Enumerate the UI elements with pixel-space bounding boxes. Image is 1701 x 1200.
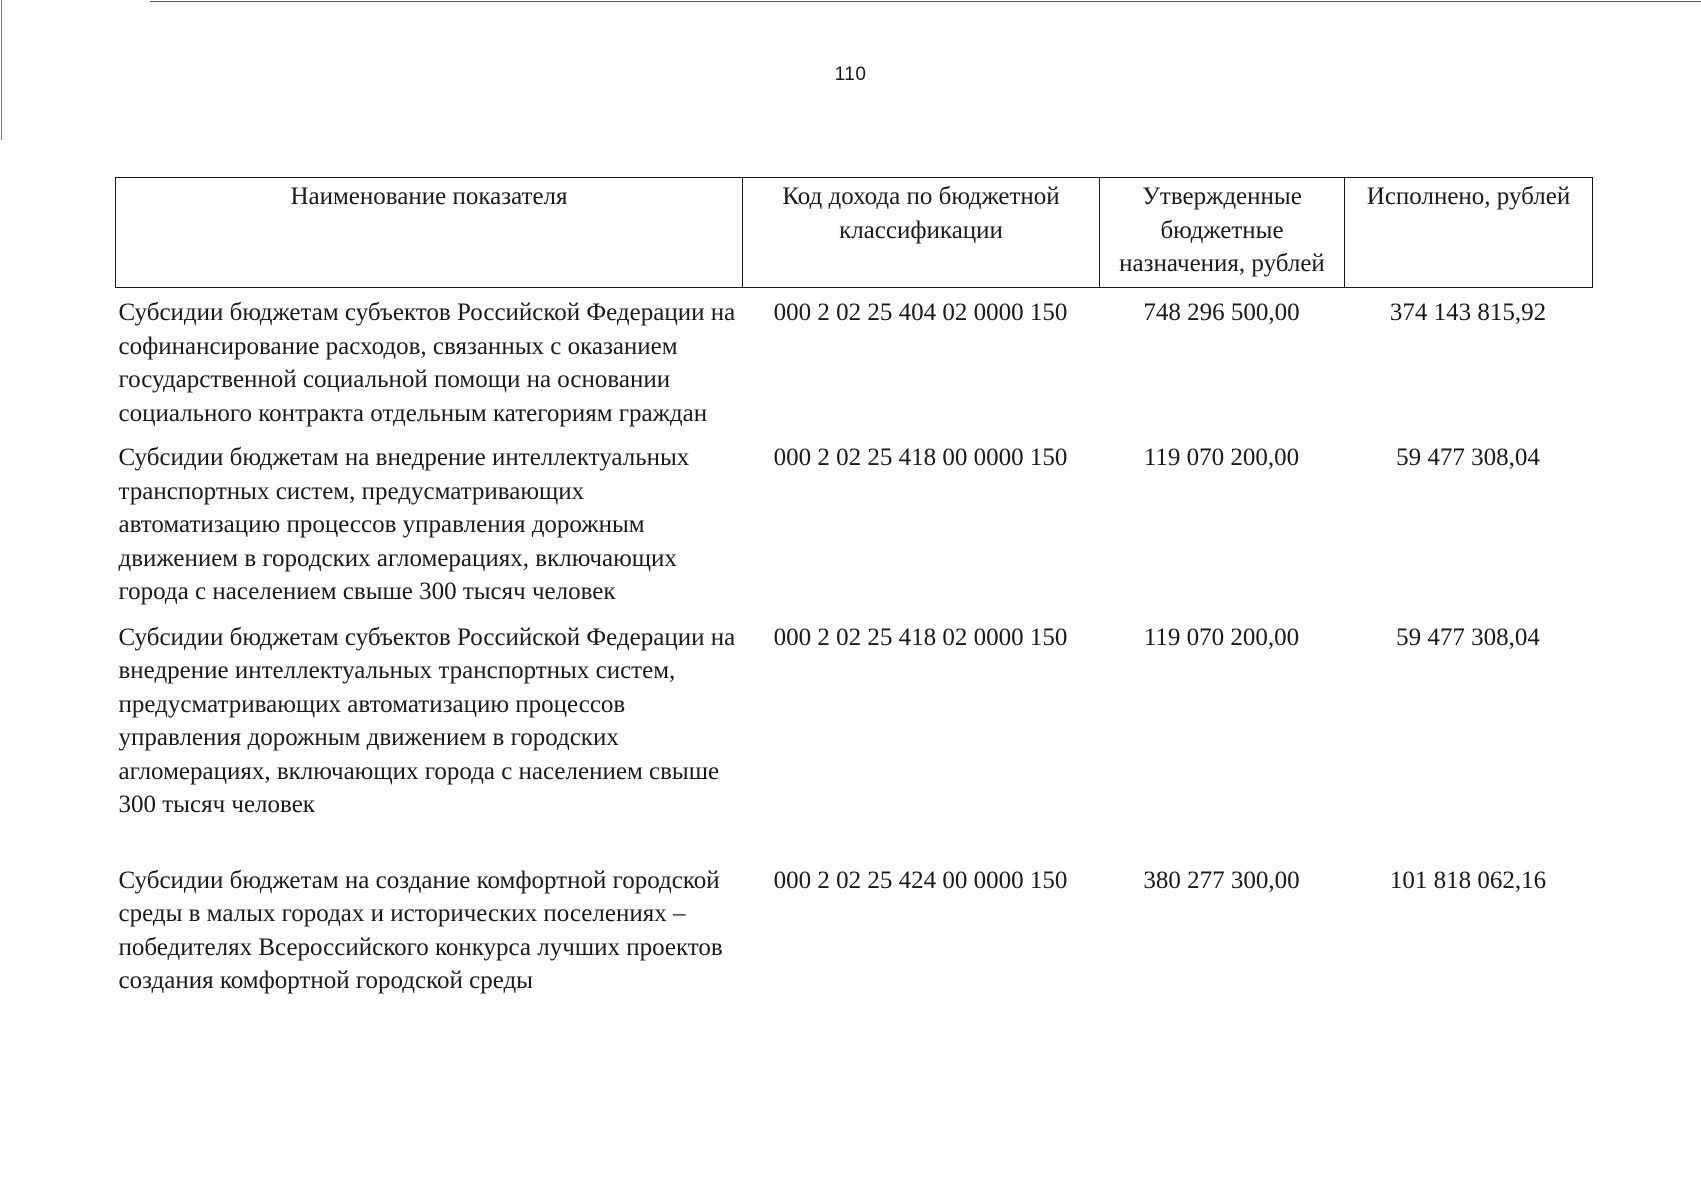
indicator-name: Субсидии бюджетам на внедрение интеллектуальных транспортных систем, предусматривающих автоматизацию процессов управления дорожным движением в городских агломерациях, включающих города с населением свыше 300 тысяч человек: [118, 444, 690, 605]
header-executed-amount: Исполнено, рублей: [1345, 178, 1593, 288]
approved-amount: 119 070 200,00: [1143, 444, 1300, 471]
table-row: [116, 858, 1593, 998]
indicator-name: Субсидии бюджетам субъектов Российской Федерации на софинансирование расходов, связанных с оказанием государственной социальной помощи на основании социального контракта отдельным категориям граждан: [118, 299, 736, 427]
indicator-name: Субсидии бюджетам субъектов Российской Федерации на внедрение интеллектуальных транспортных систем, предусматривающих автоматизацию процессов управления дорожным движением в городских агломерациях, включающих города с населением свыше 300 тысяч человек: [118, 623, 736, 818]
scan-edge-top: [150, 1, 1701, 2]
header-revenue-code: Код дохода по бюджетной классификации: [743, 178, 1100, 288]
executed-amount: 59 477 308,04: [1396, 444, 1540, 471]
budget-revenue-table: [115, 177, 1593, 998]
executed-amount: 101 818 062,16: [1389, 866, 1547, 894]
revenue-code: 000 2 02 25 418 00 0000 150: [773, 444, 1068, 471]
executed-amount: 374 143 815,92: [1389, 299, 1547, 326]
header-indicator-name: Наименование показателя: [116, 178, 743, 288]
approved-amount: 380 277 300,00: [1143, 866, 1300, 894]
header-approved-amount: Утвержденные бюджетные назначения, рублей: [1100, 178, 1345, 288]
indicator-name: Субсидии бюджетам на создание комфортной городской среды в малых городах и исторических поселениях – победителях Всероссийского конкурса лучших проектов создания комфортной городской среды: [118, 866, 723, 994]
table-body: [116, 288, 1593, 998]
table-row: [116, 615, 1593, 858]
revenue-code: 000 2 02 25 424 00 0000 150: [773, 866, 1068, 894]
table-row: [116, 288, 1593, 436]
header-row: [116, 178, 1593, 288]
table-header: [116, 178, 1593, 288]
executed-amount: 59 477 308,04: [1396, 623, 1540, 651]
page-number: 110: [834, 64, 867, 85]
table-row: [116, 435, 1593, 615]
revenue-code: 000 2 02 25 404 02 0000 150: [773, 299, 1068, 326]
revenue-code: 000 2 02 25 418 02 0000 150: [773, 623, 1068, 651]
approved-amount: 748 296 500,00: [1143, 299, 1300, 326]
approved-amount: 119 070 200,00: [1143, 623, 1300, 651]
